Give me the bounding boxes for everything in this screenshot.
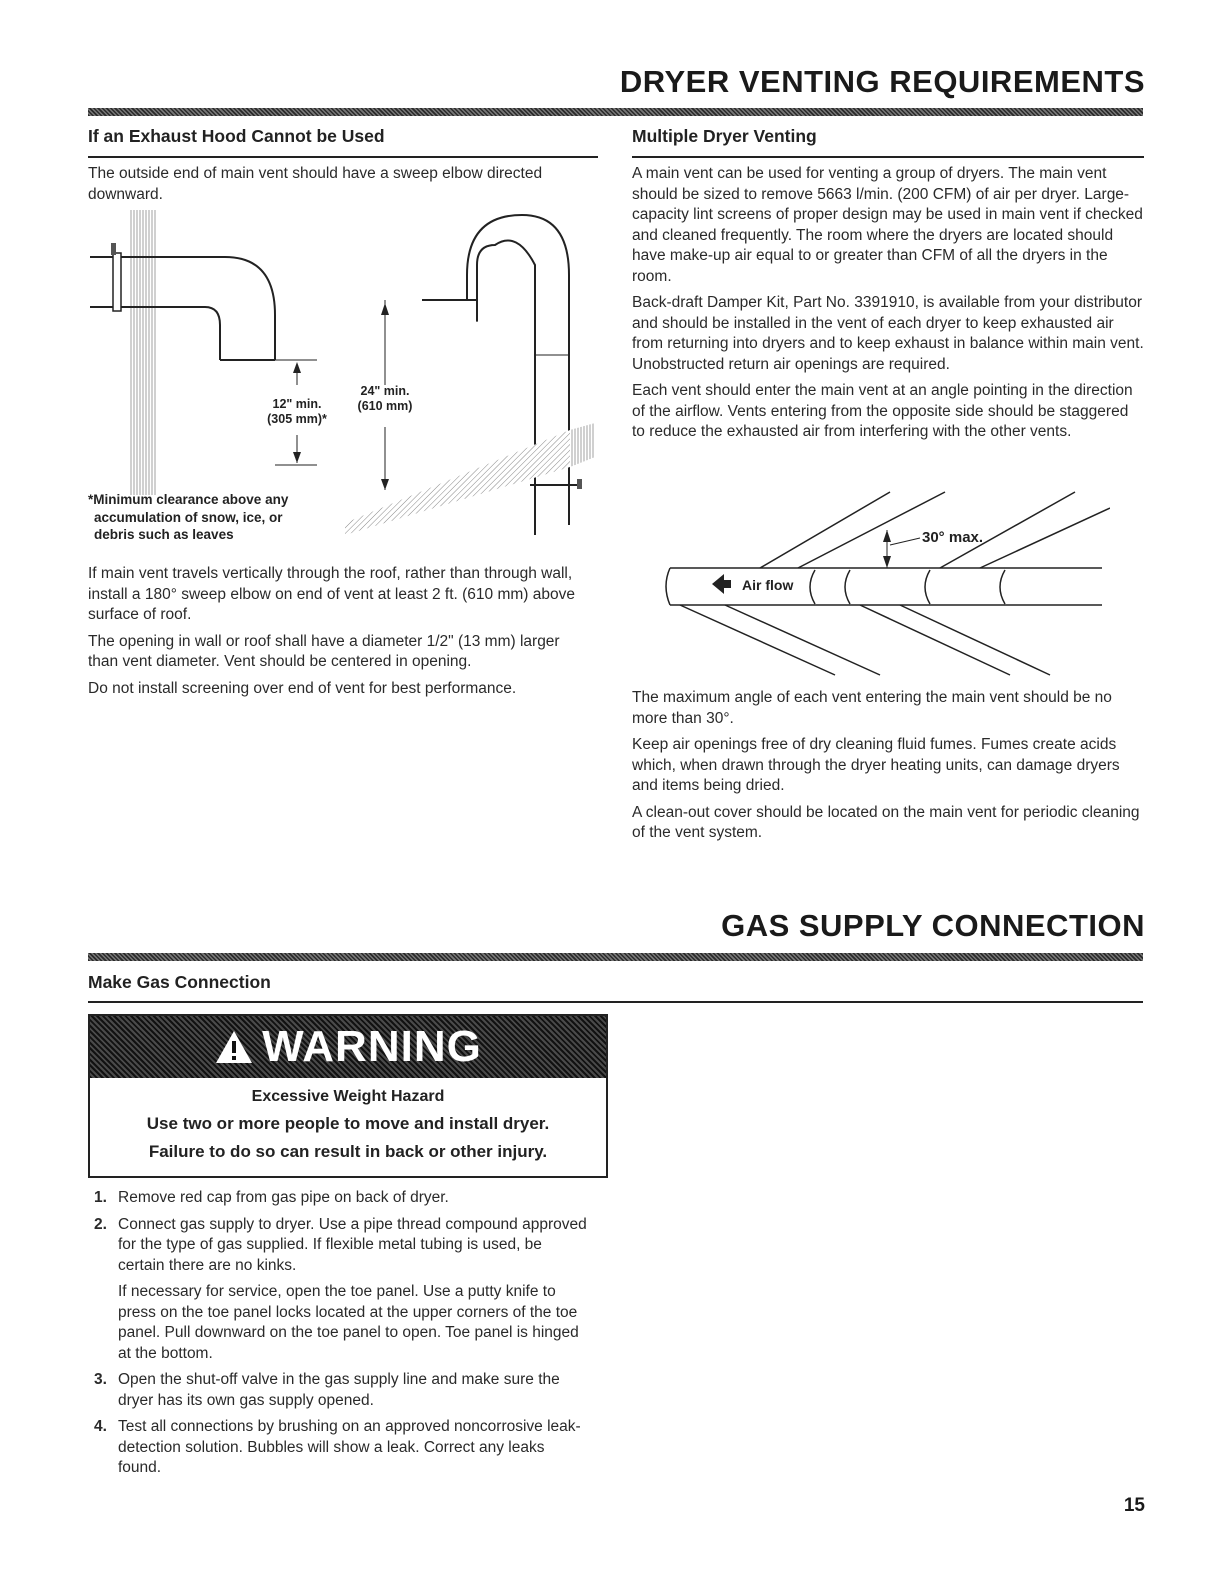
section-title-gas-supply: GAS SUPPLY CONNECTION bbox=[721, 908, 1145, 943]
lower-branch-1 bbox=[680, 605, 835, 675]
step-item: 4. Test all connections by brushing on an approved noncorrosive leak-detection solution. Bubbles will show a leak. Correct any leaks found. bbox=[94, 1418, 581, 1476]
warning-box bbox=[88, 1014, 608, 1178]
dim-24-mm-label: (610 mm) bbox=[357, 399, 413, 413]
footnote-line-1: *Minimum clearance above any bbox=[88, 492, 289, 507]
section-title-dryer-venting: DRYER VENTING REQUIREMENTS bbox=[619, 64, 1145, 99]
heading-rule bbox=[88, 1001, 1143, 1003]
step-item: 2. Connect gas supply to dryer. Use a pipe thread compound approved for the type of gas supplied. If flexible metal tubing is used, be certain there are no kinks. If necessary for service, open the toe panel. Use a putty knife to press on the toe panel locks located at the upper corners of the toe panel. Pull downward on the toe panel to open. Toe panel is hinged at the bottom. bbox=[88, 1215, 588, 1365]
max-angle-paragraph: The maximum angle of each vent entering the main vent should be no more than 30°. bbox=[632, 689, 1112, 727]
pipe-collar bbox=[113, 253, 121, 311]
damper-kit-paragraph: Back-draft Damper Kit, Part No. 3391910, is available from your distributor and should be installed in the vent of each dryer to keep exhausted air from returning into dryers and to keep exhaust in balance within main vent. Unobstructed return air openings are required. bbox=[632, 294, 1144, 373]
warning-instruction: Use two or more people to move and install dryer. bbox=[146, 1114, 550, 1133]
opening-paragraph: The opening in wall or roof shall have a diameter 1/2" (13 mm) larger than vent diameter. Vent should be centered in opening. bbox=[88, 632, 560, 670]
warning-hazard: Excessive Weight Hazard bbox=[251, 1088, 445, 1105]
warning-word: WARNING bbox=[262, 1022, 482, 1071]
footnote-line-2: accumulation of snow, ice, or bbox=[94, 509, 283, 525]
wall-shape bbox=[130, 210, 156, 495]
section-rule bbox=[88, 108, 1143, 116]
section-rule bbox=[88, 953, 1143, 961]
screening-paragraph: Do not install screening over end of vent for best performance. bbox=[88, 679, 517, 697]
warning-banner bbox=[90, 1016, 606, 1078]
sweep-180-inner bbox=[422, 241, 535, 486]
step-item: 3. Open the shut-off valve in the gas supply line and make sure the dryer has its own gas supply opened. bbox=[94, 1371, 560, 1409]
warning-consequence: Failure to do so can result in back or other injury. bbox=[148, 1142, 548, 1161]
left-column bbox=[88, 126, 598, 211]
heading-multiple-venting: Multiple Dryer Venting bbox=[632, 126, 817, 146]
airflow-label: Air flow bbox=[742, 577, 794, 593]
heading-rule bbox=[632, 156, 1144, 158]
fumes-paragraph: Keep air openings free of dry cleaning fluid fumes. Fumes create acids which, when drawn through the dryer heating units, can damage dryers and items being dried. bbox=[632, 736, 1120, 794]
diagram-footnote bbox=[88, 491, 348, 544]
step-item: 1. Remove red cap from gas pipe on back of dryer. bbox=[94, 1189, 449, 1206]
page-number: 15 bbox=[1123, 1495, 1145, 1516]
footnote-line-3: debris such as leaves bbox=[94, 527, 234, 542]
heading-exhaust-hood: If an Exhaust Hood Cannot be Used bbox=[88, 126, 385, 146]
right-column-lower bbox=[632, 688, 1144, 850]
right-column bbox=[632, 126, 1144, 449]
lower-branch-2 bbox=[860, 605, 1010, 675]
dim-24-label: 24" min. bbox=[360, 384, 410, 398]
left-column-lower bbox=[88, 564, 593, 705]
warning-triangle-icon bbox=[214, 1029, 254, 1065]
airflow-arrow-icon bbox=[712, 574, 724, 594]
dim-12-label: 12" min. bbox=[272, 397, 322, 411]
vent-angle-paragraph: Each vent should enter the main vent at an angle pointing in the direction of the airflow. Vents entering from the opposite side should be staggered to reduce the exhausted air from interfering with the other vents. bbox=[632, 382, 1133, 440]
multiple-vent-diagram bbox=[650, 490, 1110, 680]
step-note: If necessary for service, open the toe panel. Use a putty knife to press on the toe panel locks located at the upper corners of the toe panel. Pull downward on the toe panel to open. Toe panel is hinged at the bottom. bbox=[118, 1283, 579, 1362]
main-vent-paragraph: A main vent can be used for venting a group of dryers. The main vent should be sized to remove 5663 l/min. (200 CFM) of air per dryer. Large-capacity lint screens of proper design may be used in main vent if checked and cleaned frequently. The room where the dryers are located should have make-up air equal to or greater than CFM of all the dryers in the room. bbox=[632, 165, 1143, 285]
intro-paragraph: The outside end of main vent should have a sweep elbow directed downward. bbox=[88, 165, 543, 203]
clean-out-paragraph: A clean-out cover should be located on the main vent for periodic cleaning of the vent system. bbox=[632, 803, 1140, 841]
angle-label: 30° max. bbox=[922, 529, 984, 546]
heading-make-gas-connection: Make Gas Connection bbox=[88, 972, 271, 992]
roof-shape bbox=[345, 430, 570, 535]
gas-connection-steps bbox=[88, 1188, 588, 1485]
dim-12-mm-label: (305 mm)* bbox=[267, 412, 327, 426]
roof-vent-paragraph: If main vent travels vertically through the roof, rather than through wall, install a 180° sweep elbow on end of vent at least 2 ft. (610 mm) above surface of roof. bbox=[88, 565, 575, 623]
heading-rule bbox=[88, 156, 598, 158]
